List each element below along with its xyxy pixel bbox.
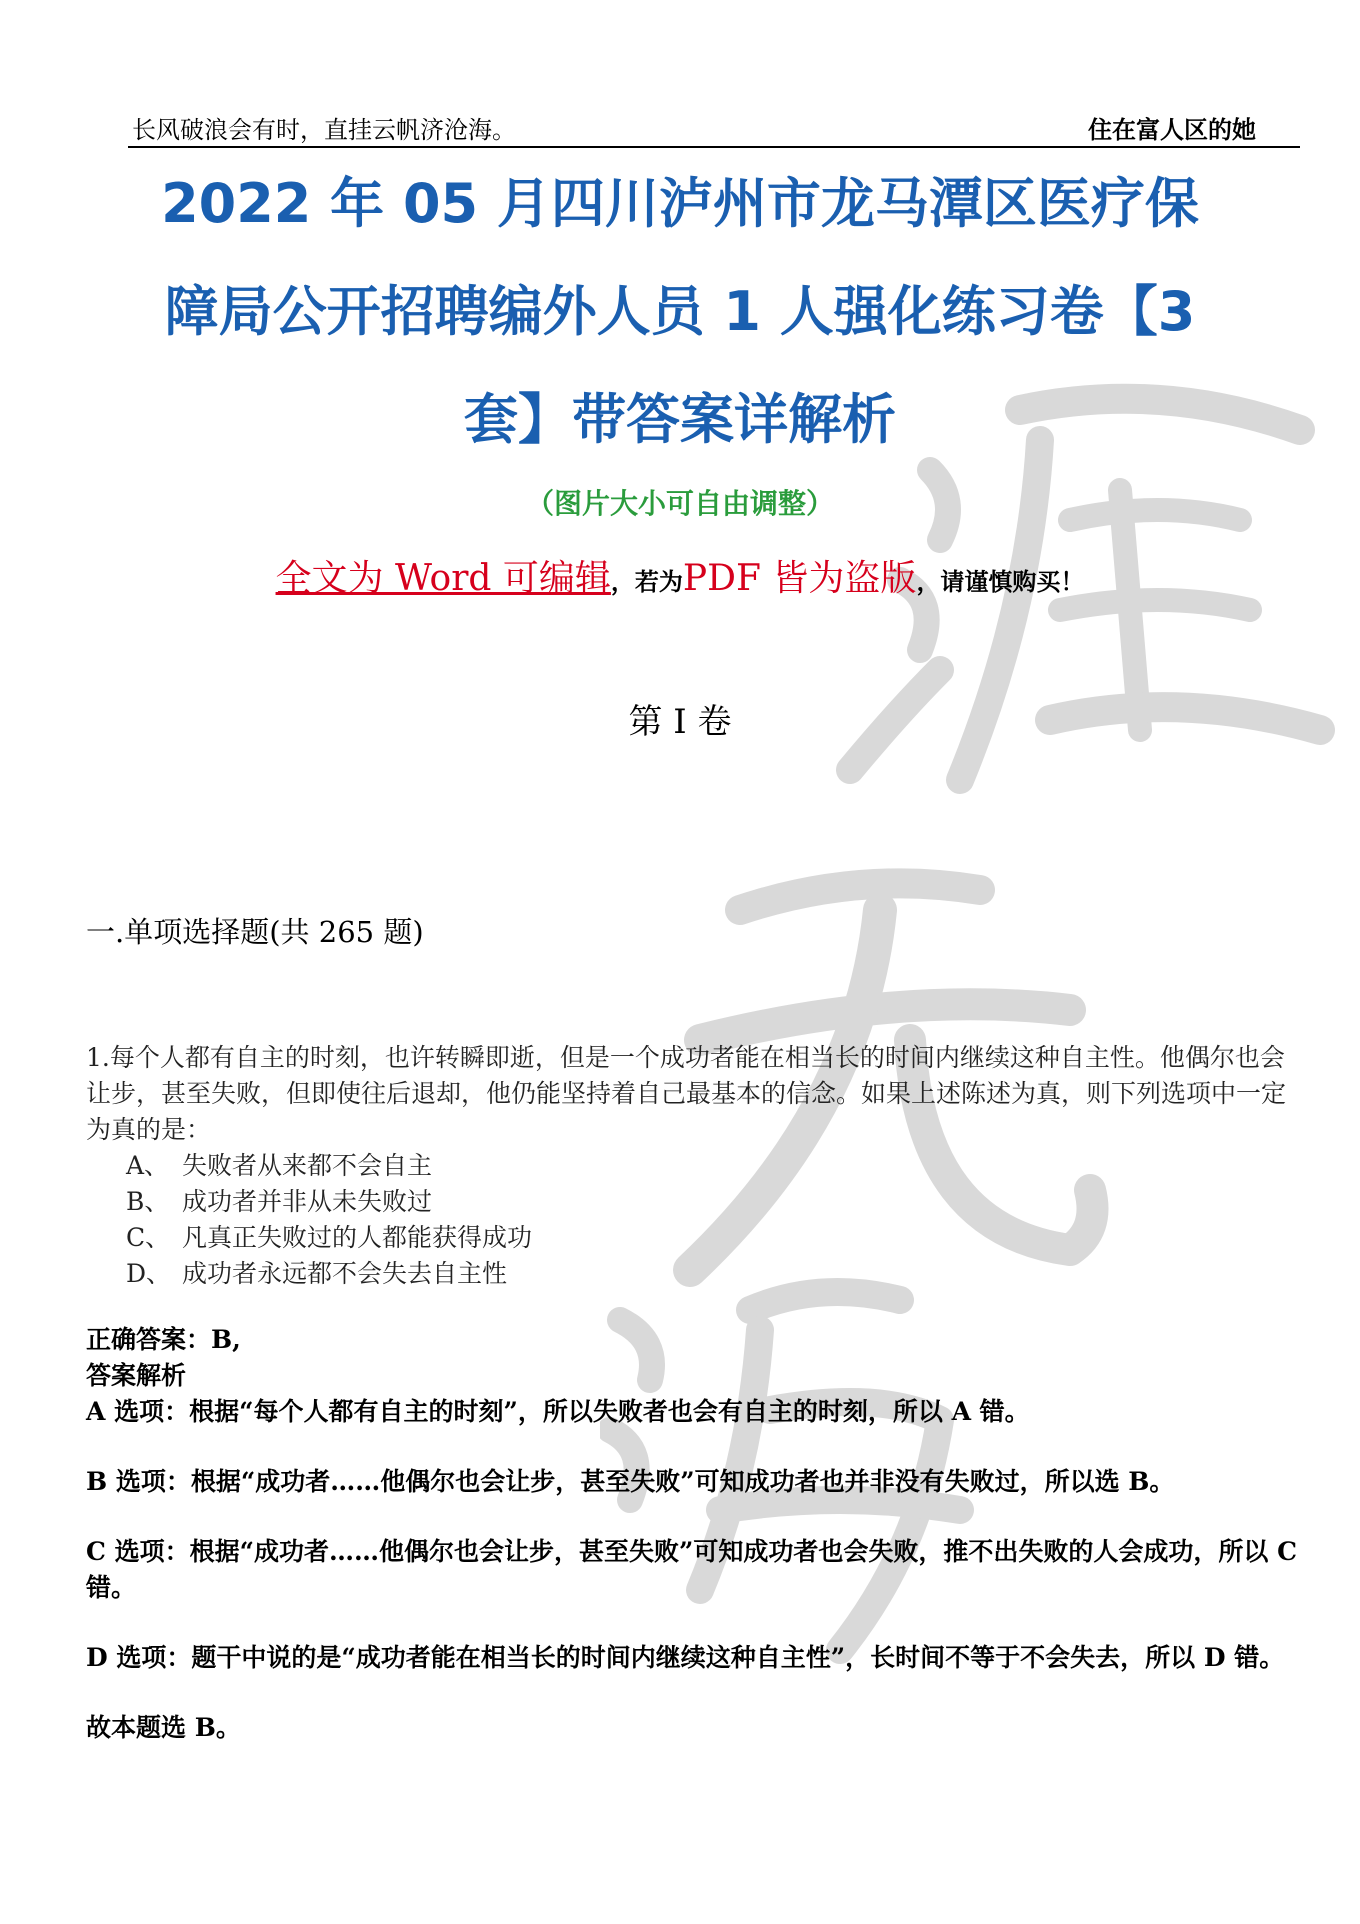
image-resize-note: （图片大小可自由调整） [525,487,834,520]
option-text: 成功者并非从未失败过 [182,1187,433,1216]
document-title [70,150,1290,474]
header-motto: 长风破浪会有时，直挂云帆济沧海。 [132,116,516,144]
section-title: 一.单项选择题(共 265 题) [86,915,424,949]
analysis-b: B 选项：根据“成功者……他偶尔也会让步，甚至失败”可知成功者也并非没有失败过，所以选 B。 [86,1467,1175,1496]
question-stem: 1.每个人都有自主的时刻，也许转瞬即逝，但是一个成功者能在相当长的时间内继续这种自主性。他偶尔也会让步，甚至失败，但即使往后退却，他仍能坚持着自己最基本的信念。如果上述陈述为真，则下列选项中一定为真的是： [86,1043,1287,1144]
option-text: 失败者从来都不会自主 [182,1151,433,1180]
option-text: 凡真正失败过的人都能获得成功 [182,1223,533,1252]
correct-answer: 正确答案：B, [86,1325,241,1354]
option-c [126,1220,532,1256]
option-text: 成功者永远都不会失去自主性 [182,1259,508,1288]
analysis-c: C 选项：根据“成功者……他偶尔也会让步，甚至失败”可知成功者也会失败，推不出失败的人会成功，所以 C 错。 [86,1537,1297,1602]
edit-notice [0,550,1360,601]
option-a [126,1148,532,1184]
analysis-a: A 选项：根据“每个人都有自主的时刻”，所以失败者也会有自主的时刻，所以 A 错。 [86,1397,1030,1426]
title-line-1: 2022 年 05 月四川泸州市龙马潭区医疗保 [161,172,1199,235]
answer-conclusion: 故本题选 B。 [86,1713,241,1742]
question-options [126,1148,532,1292]
option-letter: D、 [126,1259,172,1288]
option-b [126,1184,532,1220]
option-letter: B、 [126,1187,170,1216]
option-letter: A、 [126,1151,170,1180]
notice-connector: ，若为 [610,567,683,596]
pdf-piracy-note: PDF 皆为盗版 [682,558,917,599]
title-line-3: 套】带答案详解析 [464,388,896,451]
header-author: 住在富人区的她 [1088,115,1256,144]
analysis-label: 答案解析 [86,1361,187,1390]
analysis-d: D 选项：题干中说的是“成功者能在相当长的时间内继续这种自主性”，长时间不等于不会失去，所以 D 错。 [86,1643,1285,1672]
title-line-2: 障局公开招聘编外人员 1 人强化练习卷【3 [164,280,1196,343]
option-d [126,1256,532,1292]
page-header [128,108,1300,148]
purchase-warning: ，请谨慎购买！ [916,567,1085,596]
option-letter: C、 [126,1223,171,1252]
word-editable-note: 全文为 Word 可编辑 [275,558,611,599]
answer-section [86,1322,1304,1746]
volume-title: 第 I 卷 [628,702,732,742]
